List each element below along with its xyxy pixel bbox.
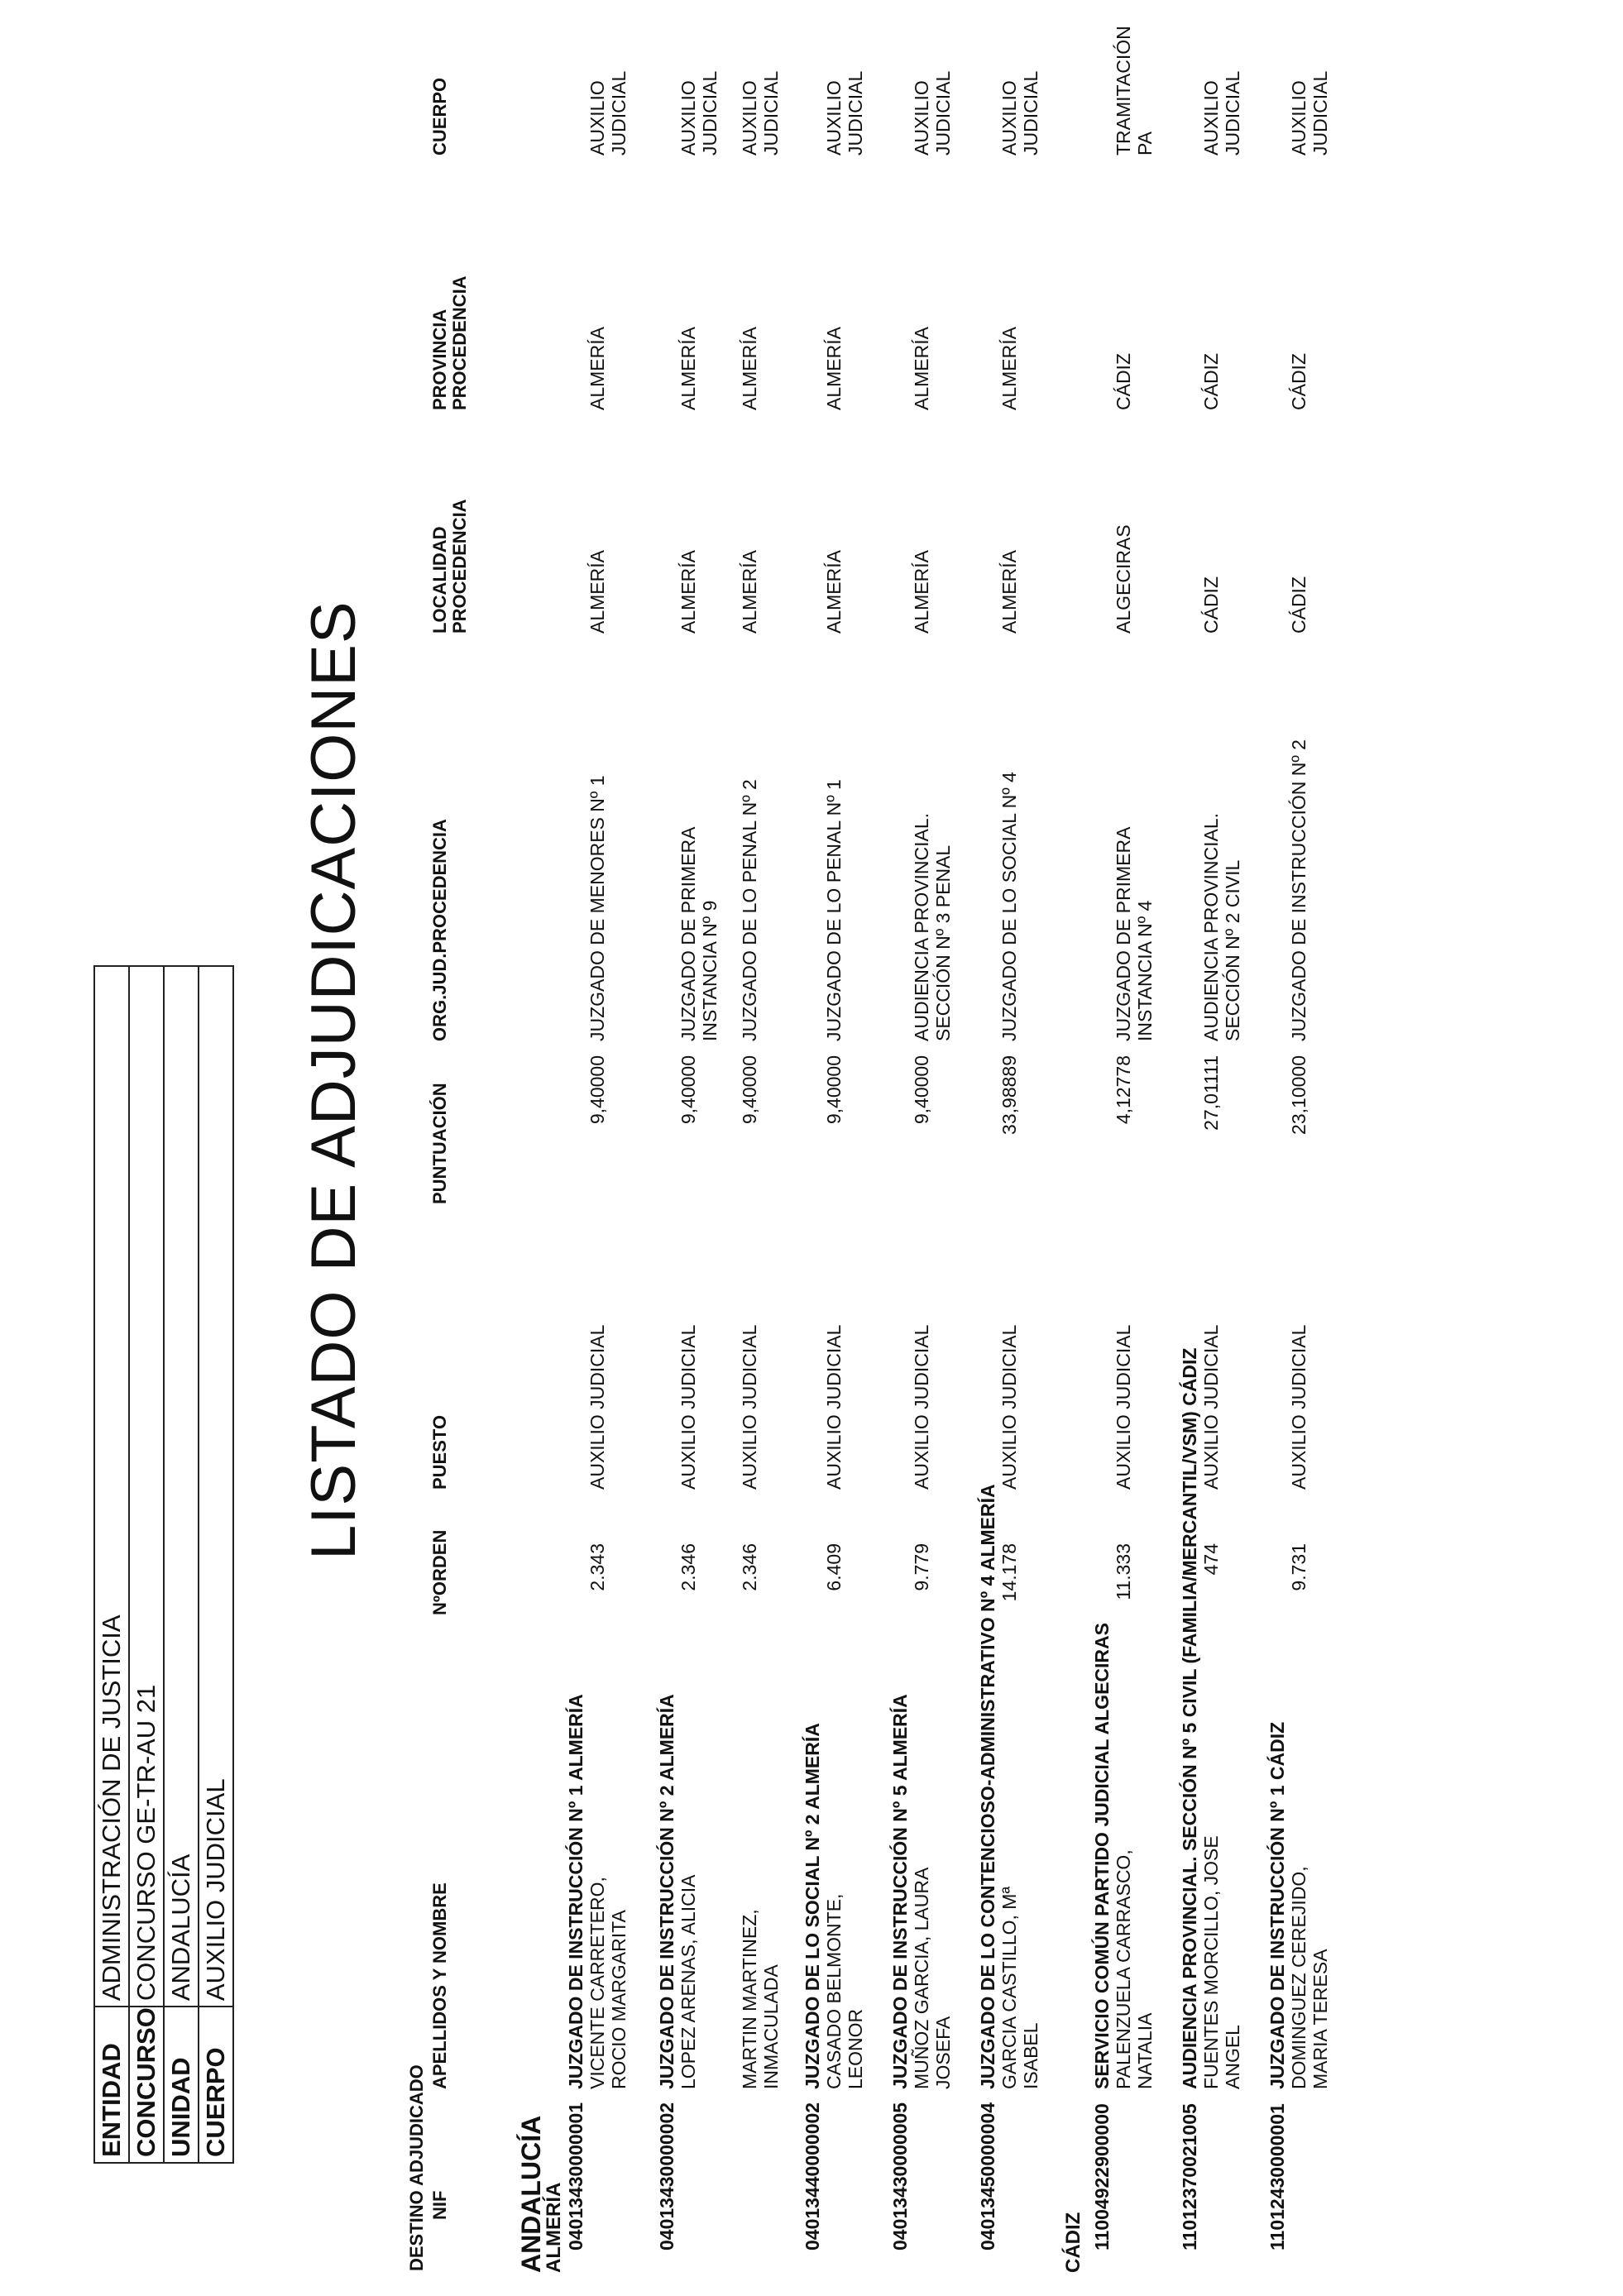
- row-localidad: ALMERÍA: [739, 550, 760, 634]
- destination-code: 04013450000004: [977, 2102, 998, 2251]
- header-value: ADMINISTRACIÓN DE JUSTICIA: [94, 966, 129, 2007]
- row-orden: 9.731: [1288, 1543, 1309, 1591]
- header-row-unidad: [164, 966, 199, 2163]
- row-orden: 11.333: [1113, 1543, 1134, 1600]
- province-heading: ALMERÍA: [543, 2182, 565, 2273]
- row-puntuacion: 23,10000: [1288, 1055, 1309, 1135]
- row-puntuacion: 9,40000: [911, 1055, 932, 1125]
- header-key: UNIDAD: [164, 2007, 199, 2163]
- header-key: CUERPO: [199, 2007, 233, 2163]
- province-heading: CÁDIZ: [1062, 2212, 1084, 2273]
- destino-label: DESTINO ADJUDICADO: [406, 2064, 427, 2271]
- destination-code: 04013430000001: [565, 2102, 586, 2251]
- row-localidad: ALMERÍA: [677, 550, 699, 634]
- row-cuerpo: AUXILIO JUDICIAL: [586, 70, 630, 155]
- row-cuerpo: AUXILIO JUDICIAL: [911, 70, 954, 155]
- header-value: ANDALUCÍA: [164, 966, 199, 2007]
- row-puesto: AUXILIO JUDICIAL: [823, 1324, 845, 1490]
- row-name: MARTIN MARTINEZ, INMACULADA: [739, 1909, 782, 2089]
- row-orden: 474: [1200, 1543, 1222, 1576]
- row-provincia: ALMERÍA: [823, 327, 845, 410]
- header-value: AUXILIO JUDICIAL: [199, 966, 233, 2007]
- column-header-nombre: APELLIDOS Y NOMBRE: [429, 1882, 450, 2089]
- row-puesto: AUXILIO JUDICIAL: [739, 1324, 760, 1490]
- column-header-nif: NIF: [429, 2190, 450, 2220]
- row-name: VICENTE CARRETERO, ROCIO MARGARITA: [586, 1877, 630, 2089]
- row-localidad: CÁDIZ: [1200, 576, 1222, 634]
- destination-organ: JUZGADO DE INSTRUCCIÓN Nº 2 ALMERÍA: [656, 1694, 677, 2089]
- row-org: AUDIENCIA PROVINCIAL. SECCIÓN Nº 3 PENAL: [911, 812, 954, 1041]
- column-header-localidad: LOCALIDAD PROCEDENCIA: [429, 499, 470, 634]
- row-org: JUZGADO DE PRIMERA INSTANCIA Nº 9: [677, 827, 721, 1041]
- header-row-concurso: [129, 966, 164, 2163]
- header-row-entidad: [94, 966, 129, 2163]
- destination-code: 04013430000005: [889, 2102, 911, 2251]
- header-table: [93, 965, 234, 2164]
- row-provincia: ALMERÍA: [998, 327, 1020, 410]
- row-puesto: AUXILIO JUDICIAL: [586, 1324, 608, 1490]
- row-puntuacion: 4,12778: [1113, 1055, 1134, 1125]
- row-orden: 2.346: [677, 1543, 699, 1591]
- column-header-provincia: PROVINCIA PROCEDENCIA: [429, 275, 470, 410]
- row-cuerpo: AUXILIO JUDICIAL: [739, 70, 782, 155]
- destination-code: 04013440000002: [802, 2102, 823, 2251]
- row-cuerpo: AUXILIO JUDICIAL: [1288, 70, 1331, 155]
- destination-organ: JUZGADO DE LO CONTENCIOSO-ADMINISTRATIVO Nº 4 ALMERÍA: [977, 1484, 998, 2089]
- header-row-cuerpo: [199, 966, 233, 2163]
- row-cuerpo: AUXILIO JUDICIAL: [677, 70, 721, 155]
- row-name: PALENZUELA CARRASCO, NATALIA: [1113, 1849, 1156, 2089]
- row-puntuacion: 27,01111: [1200, 1055, 1222, 1131]
- row-puesto: AUXILIO JUDICIAL: [911, 1324, 932, 1490]
- row-provincia: ALMERÍA: [739, 327, 760, 410]
- row-org: JUZGADO DE INSTRUCCIÓN Nº 2: [1288, 739, 1309, 1041]
- column-header-orden: NºORDEN: [429, 1529, 450, 1615]
- row-cuerpo: AUXILIO JUDICIAL: [1200, 70, 1243, 155]
- row-name: FUENTES MORCILLO, JOSE ANGEL: [1200, 1835, 1243, 2089]
- destination-organ: AUDIENCIA PROVINCIAL. SECCIÓN Nº 5 CIVIL (FAMILIA/MERCANTIL/VSM) CÁDIZ: [1179, 1347, 1200, 2089]
- row-cuerpo: AUXILIO JUDICIAL: [998, 70, 1041, 155]
- destination-code: 04013430000002: [656, 2102, 677, 2251]
- row-provincia: CÁDIZ: [1288, 353, 1309, 410]
- header-key: ENTIDAD: [94, 2007, 129, 2163]
- row-localidad: CÁDIZ: [1288, 576, 1309, 634]
- row-provincia: CÁDIZ: [1200, 353, 1222, 410]
- destination-organ: SERVICIO COMÚN PARTIDO JUDICIAL ALGECIRAS: [1091, 1623, 1113, 2089]
- row-puesto: AUXILIO JUDICIAL: [1113, 1324, 1134, 1490]
- row-provincia: ALMERÍA: [911, 327, 932, 410]
- row-cuerpo: TRAMITACIÓN PA: [1113, 26, 1156, 155]
- row-provincia: ALMERÍA: [586, 327, 608, 410]
- row-puntuacion: 9,40000: [823, 1055, 845, 1125]
- page-title: LISTADO DE ADJUDICACIONES: [299, 600, 369, 1560]
- row-org: JUZGADO DE LO PENAL Nº 2: [739, 779, 760, 1041]
- destination-code: 11012370021005: [1179, 2103, 1200, 2251]
- row-puesto: AUXILIO JUDICIAL: [998, 1324, 1020, 1490]
- row-puntuacion: 33,98889: [998, 1055, 1020, 1135]
- row-provincia: CÁDIZ: [1113, 353, 1134, 410]
- row-name: GARCIA CASTILLO, Mª ISABEL: [998, 1887, 1041, 2089]
- row-orden: 9.779: [911, 1543, 932, 1591]
- row-puntuacion: 9,40000: [677, 1055, 699, 1125]
- destination-organ: JUZGADO DE INSTRUCCIÓN Nº 1 CÁDIZ: [1266, 1721, 1288, 2089]
- row-org: AUDIENCIA PROVINCIAL. SECCIÓN Nº 2 CIVIL: [1200, 812, 1243, 1041]
- column-header-org: ORG.JUD.PROCEDENCIA: [429, 819, 450, 1041]
- destination-organ: JUZGADO DE INSTRUCCIÓN Nº 5 ALMERÍA: [889, 1694, 911, 2089]
- row-puesto: AUXILIO JUDICIAL: [677, 1324, 699, 1490]
- destination-organ: JUZGADO DE INSTRUCCIÓN Nº 1 ALMERÍA: [565, 1694, 586, 2089]
- column-header-puntuacion: PUNTUACIÓN: [429, 1083, 450, 1204]
- row-localidad: ALMERÍA: [911, 550, 932, 634]
- row-name: CASADO BELMONTE, LEONOR: [823, 1893, 866, 2089]
- row-org: JUZGADO DE PRIMERA INSTANCIA Nº 4: [1113, 827, 1156, 1041]
- row-orden: 6.409: [823, 1543, 845, 1591]
- destination-organ: JUZGADO DE LO SOCIAL Nº 2 ALMERÍA: [802, 1723, 823, 2089]
- header-key: CONCURSO: [129, 2007, 164, 2163]
- row-localidad: ALMERÍA: [998, 550, 1020, 634]
- row-puesto: AUXILIO JUDICIAL: [1200, 1324, 1222, 1490]
- row-localidad: ALMERÍA: [823, 550, 845, 634]
- row-puntuacion: 9,40000: [739, 1055, 760, 1125]
- region-heading: ANDALUCÍA: [516, 2115, 546, 2273]
- row-orden: 2.343: [586, 1543, 608, 1591]
- row-name: MUÑOZ GARCIA, LAURA JOSEFA: [911, 1868, 954, 2089]
- row-org: JUZGADO DE MENORES Nº 1: [586, 775, 608, 1041]
- row-cuerpo: AUXILIO JUDICIAL: [823, 70, 866, 155]
- row-orden: 2.346: [739, 1543, 760, 1591]
- row-localidad: ALGECIRAS: [1113, 524, 1134, 634]
- row-name: DOMINGUEZ CEREJIDO, MARIA TERESA: [1288, 1866, 1331, 2089]
- row-puesto: AUXILIO JUDICIAL: [1288, 1324, 1309, 1490]
- header-value: CONCURSO GE-TR-AU 21: [129, 966, 164, 2007]
- row-puntuacion: 9,40000: [586, 1055, 608, 1125]
- row-name: LOPEZ ARENAS, ALICIA: [677, 1874, 699, 2089]
- row-provincia: ALMERÍA: [677, 327, 699, 410]
- row-org: JUZGADO DE LO PENAL Nº 1: [823, 779, 845, 1041]
- row-org: JUZGADO DE LO SOCIAL Nº 4: [998, 772, 1020, 1041]
- row-orden: 14.178: [998, 1543, 1020, 1602]
- column-header-cuerpo: CUERPO: [429, 77, 450, 155]
- row-localidad: ALMERÍA: [586, 550, 608, 634]
- destination-code: 11004922900000: [1091, 2103, 1113, 2251]
- destination-code: 11012430000001: [1266, 2103, 1288, 2251]
- column-header-puesto: PUESTO: [429, 1414, 450, 1490]
